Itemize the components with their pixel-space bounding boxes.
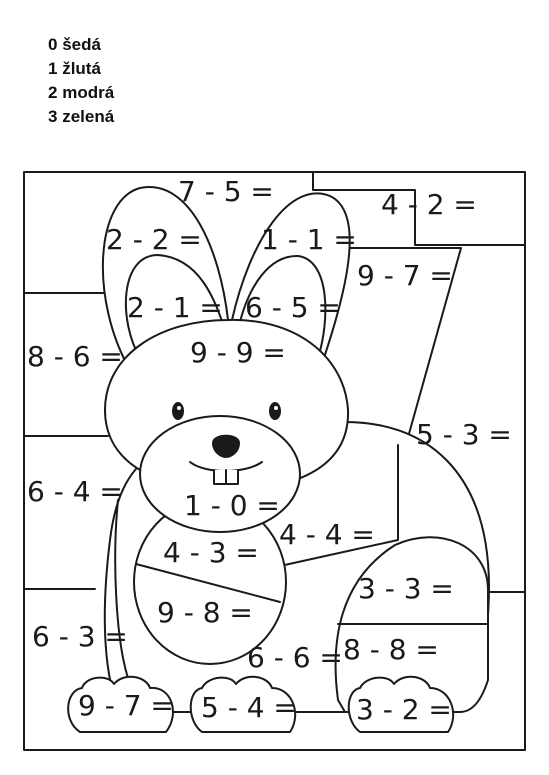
- equation-8-6: 8 - 6 =: [27, 340, 123, 373]
- legend-label: žlutá: [62, 59, 101, 78]
- equation-2-2: 2 - 2 =: [106, 223, 202, 256]
- equation-8-8: 8 - 8 =: [343, 633, 439, 666]
- equation-7-5: 7 - 5 =: [178, 175, 274, 208]
- equation-1-0: 1 - 0 =: [184, 489, 280, 522]
- legend-code: 2: [48, 83, 58, 102]
- legend-code: 0: [48, 35, 58, 54]
- equation-2-1: 2 - 1 =: [127, 291, 223, 324]
- equation-3-2: 3 - 2 =: [356, 693, 452, 726]
- equation-9-8: 9 - 8 =: [157, 596, 253, 629]
- equation-4-4: 4 - 4 =: [279, 518, 375, 551]
- equation-9-7-foot: 9 - 7 =: [78, 689, 174, 722]
- equation-1-1: 1 - 1 =: [261, 223, 357, 256]
- equation-6-4: 6 - 4 =: [27, 475, 123, 508]
- equation-6-3: 6 - 3 =: [32, 620, 128, 653]
- equation-6-6: 6 - 6 =: [247, 641, 343, 674]
- equation-3-3: 3 - 3 =: [358, 572, 454, 605]
- right-eye: [269, 402, 281, 420]
- equation-9-9: 9 - 9 =: [190, 336, 286, 369]
- equation-9-7-top: 9 - 7 =: [357, 259, 453, 292]
- equation-5-3: 5 - 3 =: [416, 418, 512, 451]
- equation-6-5: 6 - 5 =: [245, 291, 341, 324]
- legend-label: modrá: [62, 83, 115, 102]
- legend-code: 1: [48, 59, 58, 78]
- legend-code: 3: [48, 107, 58, 126]
- equation-5-4: 5 - 4 =: [201, 691, 297, 724]
- equation-4-2: 4 - 2 =: [381, 188, 477, 221]
- legend-label: zelená: [62, 107, 115, 126]
- legend-label: šedá: [62, 35, 101, 54]
- left-eye: [172, 402, 184, 420]
- equation-4-3: 4 - 3 =: [163, 536, 259, 569]
